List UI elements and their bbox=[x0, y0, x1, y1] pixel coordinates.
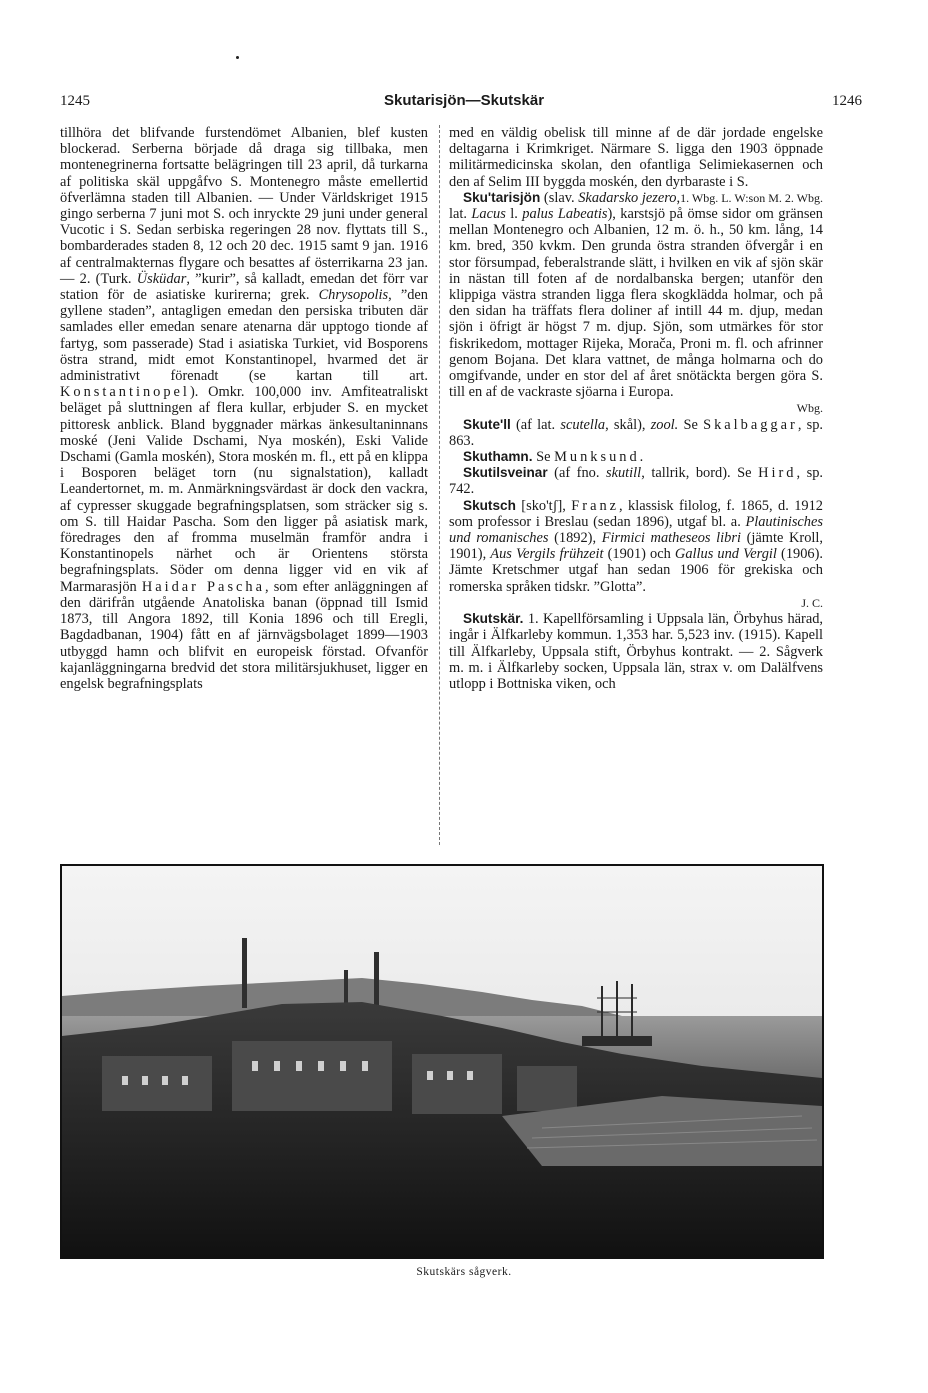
text-run: , ”kurir”, så kalladt, emedan det förr var station för de asiatiske kurirerna; grek. bbox=[60, 270, 428, 304]
text-run: , skål), bbox=[605, 416, 651, 433]
italic-term: Plautinisches und romanisches bbox=[449, 513, 823, 547]
column-divider bbox=[439, 125, 440, 845]
left-column bbox=[60, 125, 428, 692]
text-run: , sp. 863. bbox=[449, 416, 823, 449]
headword: Skutsch bbox=[463, 497, 516, 513]
spaced-cross-reference: Skalbaggar bbox=[703, 416, 798, 433]
text-run: , tallrik, bord). Se bbox=[641, 465, 759, 482]
text-run: Se bbox=[678, 416, 704, 433]
italic-term: Firmici matheseos libri bbox=[601, 530, 741, 547]
text-run: [sko'tʃ], bbox=[515, 497, 572, 514]
right-column bbox=[449, 125, 823, 692]
entry-skutarisjon bbox=[449, 190, 823, 417]
spaced-cross-reference: Hird bbox=[758, 465, 797, 482]
page-number-left: 1245 bbox=[60, 93, 90, 109]
spaced-name: Haidar Pascha bbox=[141, 578, 266, 595]
headword: Sku'tarisjön bbox=[463, 189, 541, 205]
headword: Skutskär. bbox=[463, 611, 524, 627]
entry-skuthamn bbox=[449, 449, 823, 465]
entry-skutell bbox=[449, 417, 823, 449]
signature: 1. Wbg. L. W:son M. 2. Wbg. bbox=[680, 190, 823, 205]
text-run: (af lat. bbox=[510, 416, 561, 433]
ship-masts bbox=[597, 981, 637, 1041]
text-run: (1892), bbox=[548, 530, 602, 547]
text-run: tillhöra det blifvande furstendömet Albanien, blef kusten blockerad. Serberna började då draga sig tillbaka, men montenegrinerna fortsatte belägringen till 23 april, då turkarna af politiska skäl uppgåfvo S. Montenegro måste emellertid öfverlämna staden till Albanien. — Under Världskriget 1915 gingo serberna 7 juni mot S. och inryckte 29 juni under general Vucotic i S. Sedan serbiska regeringen 28 nov. flyttats till S., bombarderades staden 8, 12 och 20 dec. 1915 samt 9 jan. 1916 af centralmakternas flygare och besattes af österrikarna 23 jan. — 2. (Turk. bbox=[60, 125, 428, 287]
paragraph bbox=[60, 125, 428, 692]
spaced-name: Franz bbox=[571, 497, 620, 514]
text-run: (1906). Jämte Kretschmer utgaf han sedan 1906 för grekiska och romerska språken tidskr. ”Glotta”. bbox=[449, 546, 823, 595]
italic-term: palus Labeatis bbox=[522, 206, 608, 223]
figure-caption: Skutskärs sågverk. bbox=[416, 1266, 512, 1278]
italic-term: scutella bbox=[560, 416, 606, 433]
italic-term: zool. bbox=[650, 416, 679, 433]
entry-skutilsveinar bbox=[449, 465, 823, 497]
text-run: , ”den gyllene staden”, antagligen emedan den persiska tributen där samlades eller emedan senare atenarna där upptogo tionde af fartyg, som passerade) Stad i asiatiska Turkiet, vid Bosporens östra strand, midt emot Konstantinopel, hvarmed det är administrativt förenadt (se kartan till art. bbox=[60, 287, 428, 385]
text-run: ), karstsjö på ömse sidor om gränsen mellan Montenegro och Albanien, 12 m. ö. h., 50 km. lång, 14 km. bred, 350 kvkm. Den grunda östra stranden öfvergår i en stor försumpad, feberalstrande slätt, i hvilken en vik af sjön skär in nästan till foten af de nordalbanska bergen; utanför den klippiga västra stranden ligga flera skogklädda holmar, och på den sidan ha träffats flera doliner af intill 44 m. djup, medan sjön i öfrigt är högst 7 m. djup. Sjön, som utmärkes för stor fiskrikedom, mottager Rijeka, Morača, Proni m. fl. och afrinner genom Bojana. Det klara vattnet, de många holmarna och do omgifvande, under en stor del af året snötäckta bergen göra S. till en af de vackraste sjöarna i Europa. bbox=[449, 206, 824, 401]
signature: J. C. bbox=[801, 595, 823, 610]
italic-term: skutill bbox=[606, 465, 642, 482]
spaced-cross-reference: Munksund bbox=[554, 449, 640, 466]
photo-rendering bbox=[62, 866, 822, 1257]
page-number-right: 1246 bbox=[832, 93, 862, 109]
italic-term: Lacus bbox=[471, 206, 506, 223]
text-run: ). Omkr. 100,000 inv. Amfiteatraliskt beläget på sluttningen af flera kullar, erbjuder S. en mycket pittoresk anblick. Bland byggnader märkas änkesultaninnans moské (Jeni Valide Dschami, Nya moskén), Eski Valide Dschami (Gamla moskén), Stora moskén m. fl., ett på en klippa i Bosporen beläget torn (nu signalstation), kalladt Leandertornet, m. m. Anmärkningsvärdast är dock den vackra, af cypresser skuggade begrafningsplatsen, som sträcker sig s. om S. till Haidar Pascha. Som den ligger på asiatisk mark, föredrages den af fromma muselmän framför andra i Konstantinopels närhet och är Orientens största begrafningsplats. Söder om denna ligger vid en vik af Marmarasjön bbox=[60, 384, 428, 595]
text-run: 1. Kapellförsamling i Uppsala län, Örbyhus härad, ingår i Älfkarleby kommun. 1,353 har. 5,523 inv. (1915). Kapell till Älfkarleby, Uppsala stift, Örbyhus kontrakt. — 2. Sågverk m. m. i Älfkarleby socken, Uppsala län, strax v. om Dalälfvens utlopp i Bottniska viken, och bbox=[449, 611, 823, 692]
text-run: Se bbox=[532, 449, 555, 466]
text-run: (jämte Kroll, 1901), bbox=[449, 530, 823, 563]
speck bbox=[236, 56, 239, 59]
entry-skutsch bbox=[449, 498, 823, 611]
running-title: Skutarisjön—Skutskär bbox=[383, 92, 545, 109]
text-run: , som efter anläggningen af den därifrån utgående Anatoliska banan (öppnad till Ismid 1873, till Angora 1892, till Konia 1896 och till Eregli, Bagdadbanan, 1904) fått en af järnvägsbolaget 1899—1903 utbyggd hamn och blifvit en europeisk förstad. Ofvanför kajanläggningarna bredvid det stora militärsjukhuset, ligger en engelsk begrafningsplats bbox=[60, 578, 428, 692]
headword: Skuthamn. bbox=[463, 449, 533, 465]
sawmill-photograph bbox=[60, 864, 824, 1259]
text-run: . bbox=[639, 449, 644, 466]
italic-term: Aus Vergils frühzeit bbox=[490, 546, 604, 563]
text-run: , sp. 742. bbox=[449, 465, 823, 498]
text-run: (af fno. bbox=[547, 465, 606, 482]
ship-hull bbox=[582, 1036, 652, 1046]
text-run: (1901) och bbox=[603, 546, 675, 563]
entry-skutskar bbox=[449, 611, 823, 692]
signature: Wbg. bbox=[796, 401, 823, 416]
spaced-cross-reference: Konstantinopel bbox=[60, 384, 190, 401]
headword: Skute'll bbox=[463, 416, 511, 432]
text-run: med en väldig obelisk till minne af de där jordade engelske deltagarna i Krimkriget. Närmare S. ligga den 1903 öppnade militärmedicinska skolan, den ofantliga Selimiekasernen och den af Selim III byggda moskén, den dyrbaraste i S. bbox=[449, 125, 823, 190]
text-run: , lat. bbox=[449, 189, 681, 223]
text-run: (slav. bbox=[540, 189, 579, 206]
italic-term: Gallus und Vergil bbox=[674, 546, 777, 563]
text-run: l. bbox=[505, 206, 523, 223]
italic-term: Skadarsko jezero bbox=[578, 189, 677, 206]
italic-term: Chrysopolis bbox=[318, 287, 389, 304]
text-run: , klassisk filolog, f. 1865, d. 1912 som professor i Breslau (sedan 1896), utgaf bl. a. bbox=[449, 497, 823, 530]
headword: Skutilsveinar bbox=[463, 465, 548, 481]
italic-term: Üsküdar bbox=[136, 270, 187, 287]
